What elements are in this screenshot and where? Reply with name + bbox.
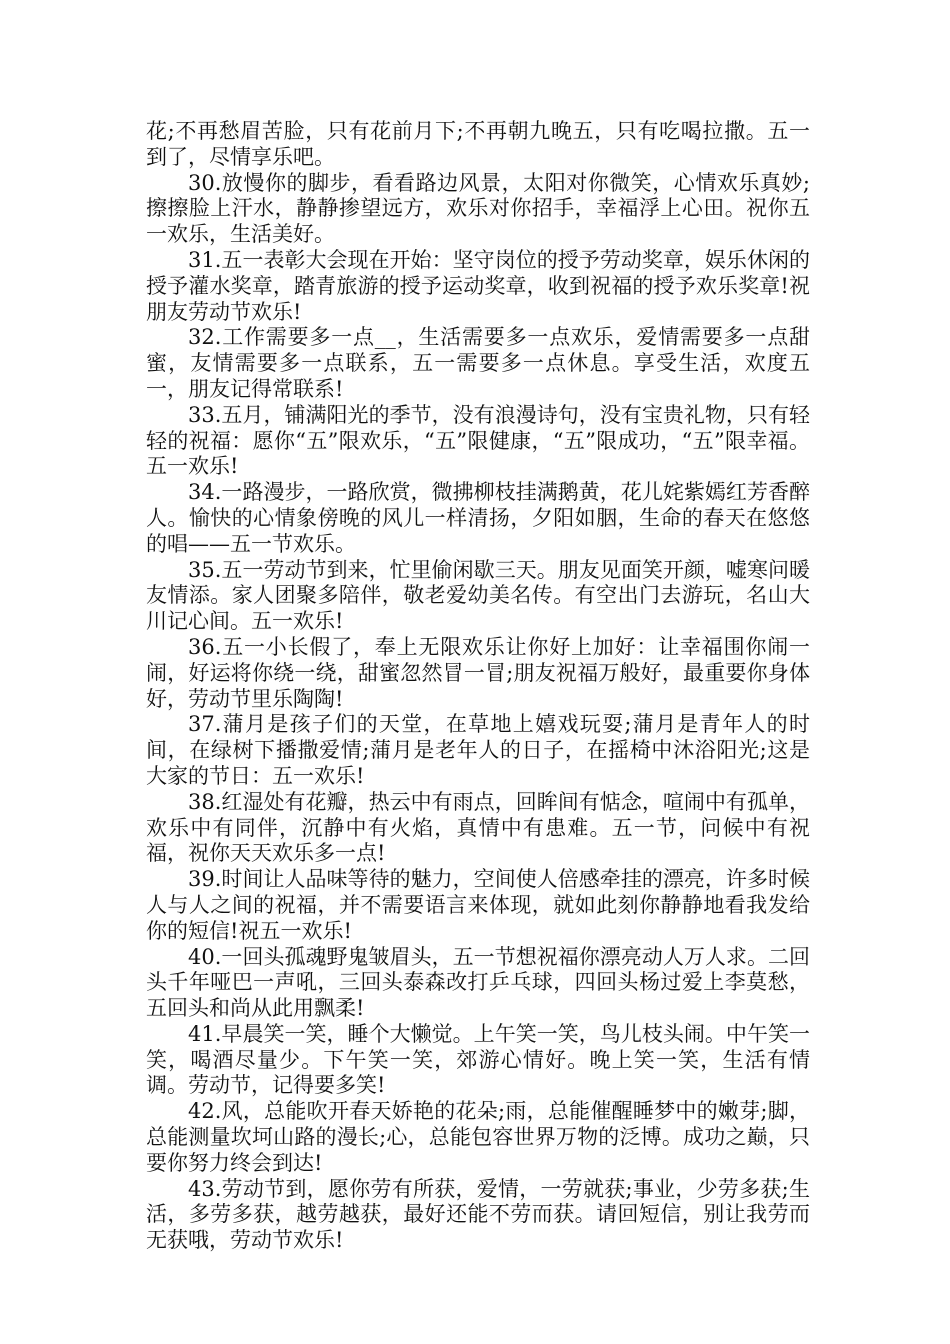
paragraph-40: 40.一回头孤魂野鬼皱眉头，五一节想祝福你漂亮动人万人求。二回头千年哑巴一声吼，三回头泰森改打乒乓球，四回头杨过爱上李莫愁，五回头和尚从此用飘柔! [146,944,810,1021]
paragraph-41: 41.早晨笑一笑，睡个大懒觉。上午笑一笑，鸟儿枝头闹。中午笑一笑，喝酒尽量少。下午笑一笑，郊游心情好。晚上笑一笑，生活有情调。劳动节，记得要多笑! [146,1021,810,1098]
paragraph-30: 30.放慢你的脚步，看看路边风景，太阳对你微笑，心情欢乐真妙;擦擦脸上汗水，静静掺望远方，欢乐对你招手，幸福浮上心田。祝你五一欢乐，生活美好。 [146,170,810,247]
paragraph-31: 31.五一表彰大会现在开始：坚守岗位的授予劳动奖章，娱乐休闲的授予灌水奖章，踏青旅游的授予运动奖章，收到祝福的授予欢乐奖章!祝朋友劳动节欢乐! [146,247,810,324]
paragraph-36: 36.五一小长假了，奉上无限欢乐让你好上加好：让幸福围你闹一闹，好运将你绕一绕，甜蜜忽然冒一冒;朋友祝福万般好，最重要你身体好，劳动节里乐陶陶! [146,634,810,711]
document-body [146,119,810,1254]
paragraph-37: 37.蒲月是孩子们的天堂，在草地上嬉戏玩耍;蒲月是青年人的时间，在绿树下播撒爱情;蒲月是老年人的日子，在摇椅中沐浴阳光;这是大家的节日：五一欢乐! [146,712,810,788]
paragraph-35: 35.五一劳动节到来，忙里偷闲歇三天。朋友见面笑开颜，嘘寒问暖友情添。家人团聚多陪伴，敬老爱幼美名传。有空出门去游玩，名山大川记心间。五一欢乐! [146,557,810,634]
paragraph-continuation: 花;不再愁眉苦脸，只有花前月下;不再朝九晚五，只有吃喝拉撒。五一到了，尽情享乐吧。 [146,119,810,169]
paragraph-32: 32.工作需要多一点__，生活需要多一点欢乐，爱情需要多一点甜蜜，友情需要多一点联系，五一需要多一点休息。享受生活，欢度五一，朋友记得常联系! [146,325,810,401]
paragraph-34: 34.一路漫步，一路欣赏，微拂柳枝挂满鹅黄，花儿姹紫嫣红芳香醉人。愉快的心情象傍晚的风儿一样清扬，夕阳如胭，生命的春天在悠悠的唱——五一节欢乐。 [146,480,810,556]
paragraph-38: 38.红湿处有花瓣，热云中有雨点，回眸间有惦念，喧闹中有孤单，欢乐中有同伴，沉静中有火焰，真情中有患难。五一节，问候中有祝福，祝你天天欢乐多一点! [146,789,810,866]
paragraph-39: 39.时间让人品味等待的魅力，空间使人倍感牵挂的漂亮，许多时候人与人之间的祝福，并不需要语言来体现，就如此刻你静静地看我发给你的短信!祝五一欢乐! [146,867,810,943]
paragraph-42: 42.风，总能吹开春天娇艳的花朵;雨，总能催醒睡梦中的嫩芽;脚，总能测量坎坷山路的漫长;心，总能包容世界万物的泛博。成功之巅，只要你努力终会到达! [146,1099,810,1175]
paragraph-33: 33.五月，铺满阳光的季节，没有浪漫诗句，没有宝贵礼物，只有轻轻的祝福：愿你“五”限欢乐，“五”限健康，“五”限成功，“五”限幸福。五一欢乐! [146,402,810,479]
paragraph-43: 43.劳动节到，愿你劳有所获，爱情，一劳就获;事业，少劳多获;生活，多劳多获，越劳越获，最好还能不劳而获。请回短信，别让我劳而无获哦，劳动节欢乐! [146,1176,810,1253]
